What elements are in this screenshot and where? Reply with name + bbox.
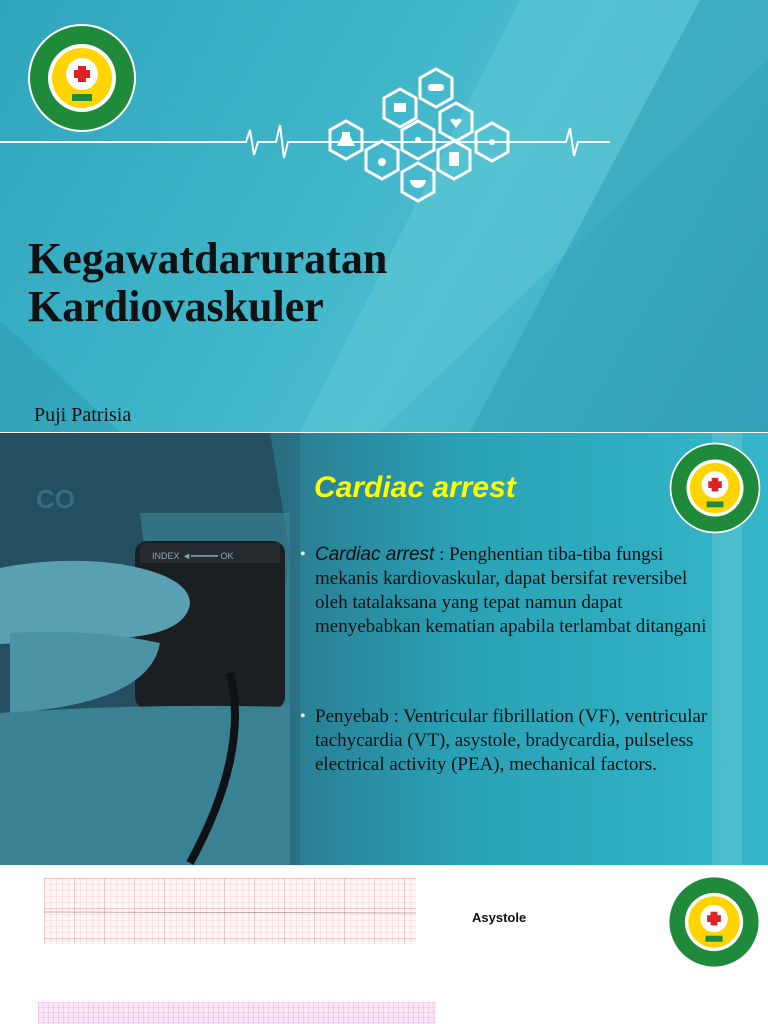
author-name: Puji Patrisia — [34, 404, 132, 426]
title-line-1: Kegawatdaruratan — [28, 234, 388, 283]
atom-icon — [415, 137, 421, 143]
bullet-marker: • — [300, 546, 306, 563]
institution-logo — [668, 441, 762, 535]
presentation-title — [28, 235, 528, 331]
bullet-term: Cardiac arrest — [315, 544, 435, 565]
content-slide — [0, 433, 768, 865]
svg-text:INDEX ◄━━━━━ OK: INDEX ◄━━━━━ OK — [152, 551, 234, 561]
medicine-bottle-icon — [449, 152, 459, 166]
mortar-pestle-icon — [410, 180, 426, 188]
ecg-strip-asystole — [44, 878, 416, 944]
bullet-definition — [300, 543, 710, 639]
institution-logo — [26, 22, 138, 134]
bullet-causes — [300, 705, 710, 777]
blood-pressure-photo — [0, 433, 300, 865]
ecg-strip-2 — [38, 1002, 436, 1024]
rhythm-label: Asystole — [472, 910, 527, 925]
network-icon — [489, 139, 495, 145]
title-slide — [0, 0, 768, 432]
bullet-text: : Penghentian tiba-tiba fungsi mekanis kardiovaskular, dapat bersifat reversibel oleh tatalaksana yang tepat namun dapat menyebabkan kematian apabila terlambat ditangani — [315, 544, 707, 637]
bullet-text: Penyebab : Ventricular fibrillation (VF), ventricular tachycardia (VT), asystole, bradycardia, pulseless electrical activity (PEA), mechanical factors. — [315, 706, 708, 775]
ecg-slide — [0, 866, 768, 1024]
institution-logo — [666, 874, 762, 970]
bullet-marker: • — [300, 708, 306, 725]
first-aid-kit-icon — [394, 103, 406, 112]
slide-title: Cardiac arrest — [314, 471, 516, 504]
flask-icon — [337, 132, 355, 146]
svg-text:CO: CO — [36, 484, 75, 514]
stethoscope-icon — [378, 158, 386, 166]
title-line-2: Kardiovaskuler — [28, 282, 324, 331]
pill-icon — [428, 84, 444, 91]
